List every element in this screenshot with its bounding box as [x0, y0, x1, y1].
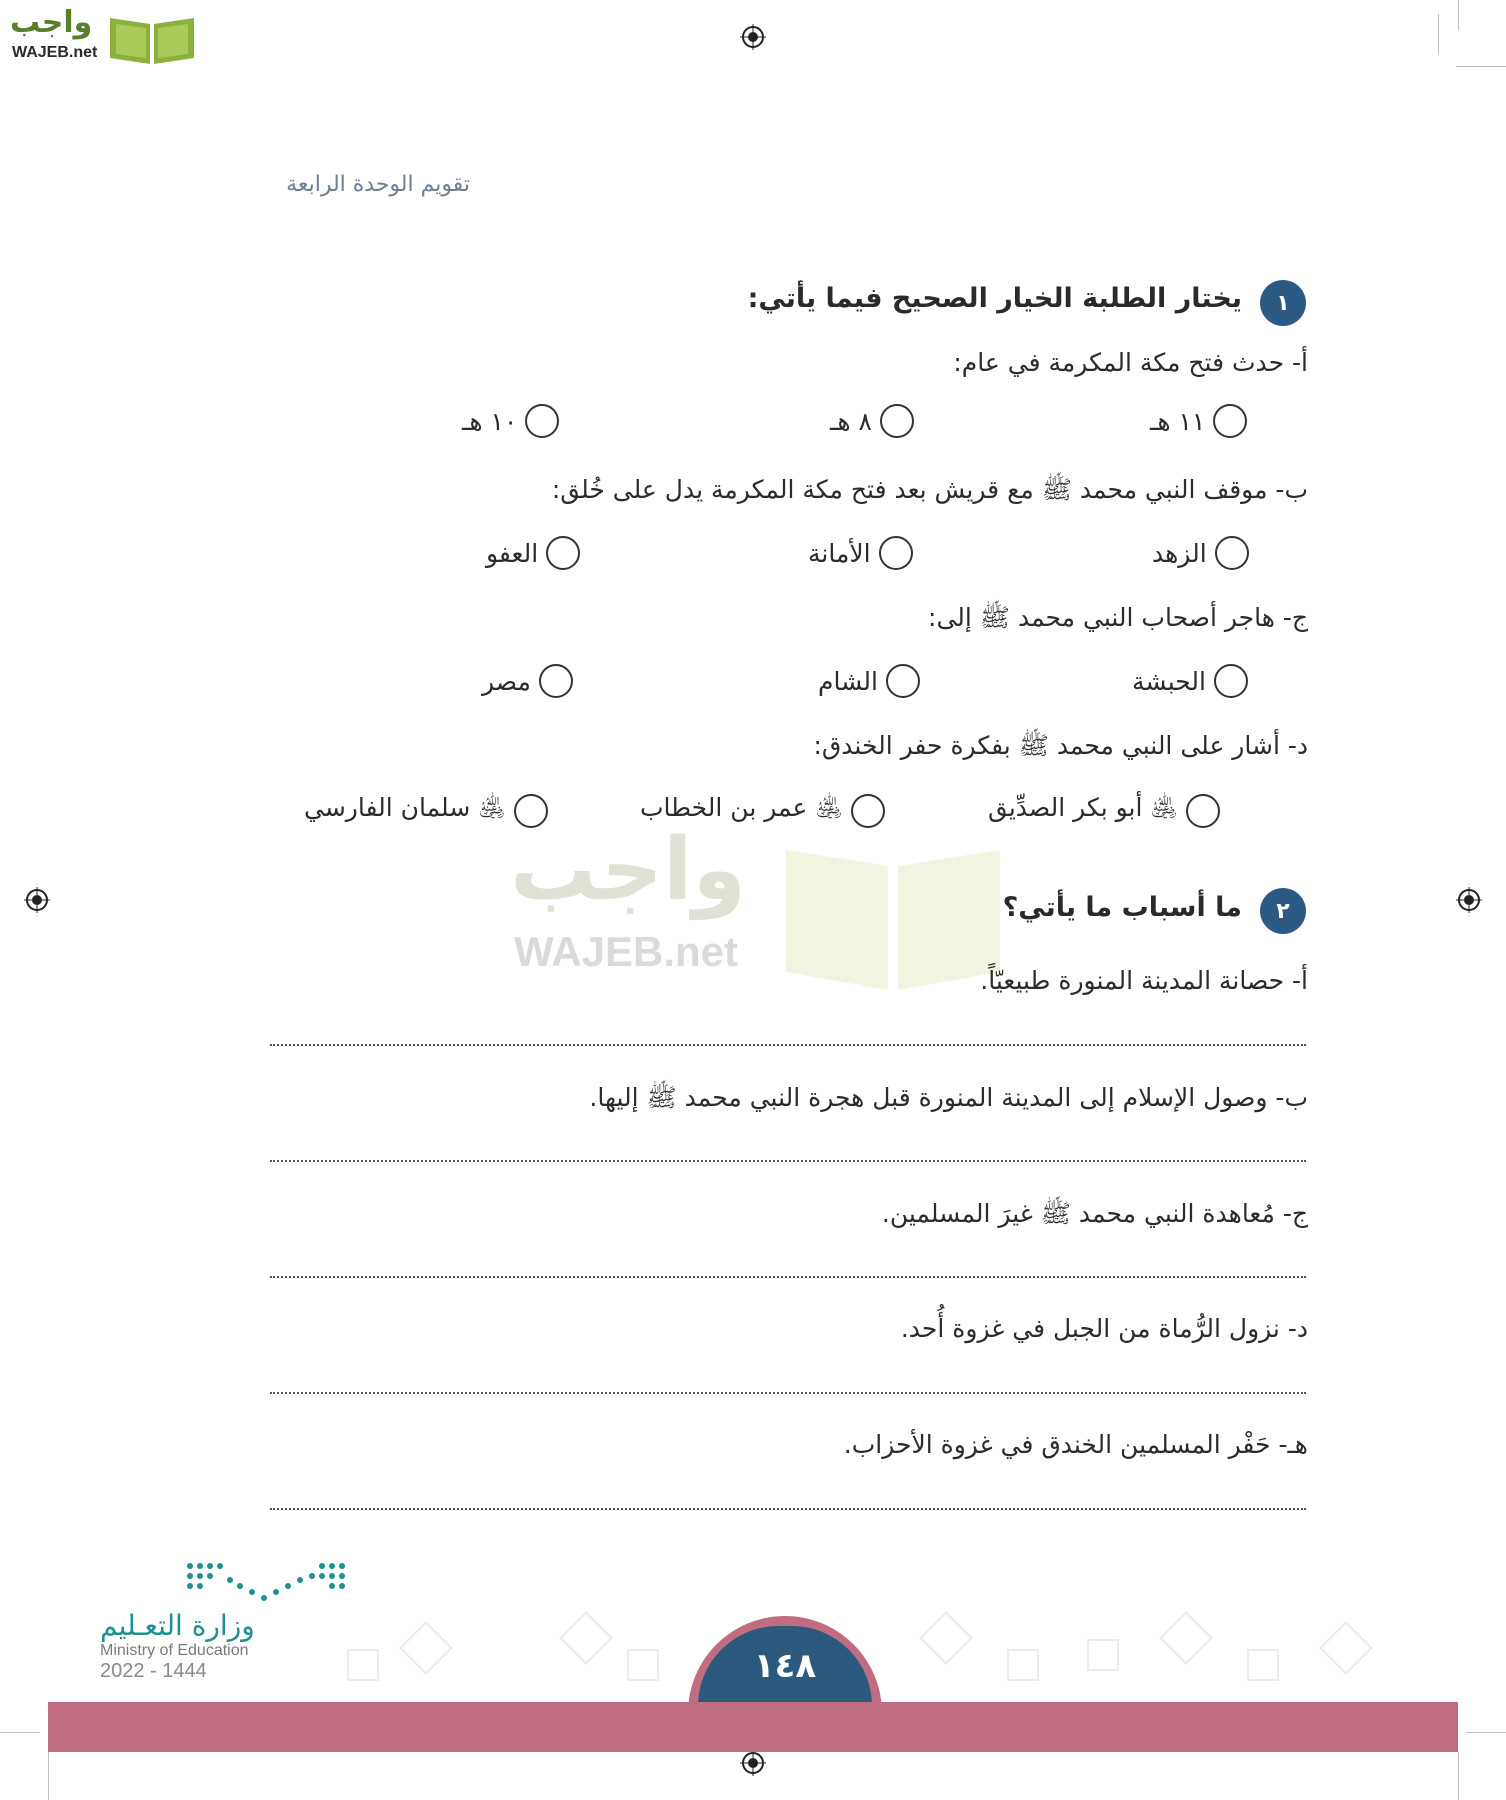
radio-button[interactable] — [851, 794, 885, 828]
book-icon — [106, 10, 198, 66]
radio-button[interactable] — [539, 664, 573, 698]
radio-button[interactable] — [880, 404, 914, 438]
crop-mark — [48, 1752, 49, 1800]
q1-c-option-2[interactable]: الشام — [818, 664, 920, 698]
q1-item-b: ب- موقف النبي محمد ﷺ مع قريش بعد فتح مكة المكرمة يدل على خُلق: — [551, 475, 1308, 504]
crop-mark — [1438, 14, 1439, 54]
radio-button[interactable] — [1215, 536, 1249, 570]
crop-mark — [1456, 66, 1506, 67]
q1-a-option-2[interactable]: ٨ هـ — [830, 404, 914, 438]
crop-mark — [0, 1732, 40, 1733]
q1-c-option-1[interactable]: الحبشة — [1132, 664, 1248, 698]
q2-item-c: ج- مُعاهدة النبي محمد ﷺ غيرَ المسلمين. — [881, 1199, 1308, 1228]
answer-line[interactable] — [270, 1276, 1306, 1278]
q2-item-b: ب- وصول الإسلام إلى المدينة المنورة قبل هجرة النبي محمد ﷺ إليها. — [589, 1083, 1308, 1112]
footer-band — [48, 1702, 1458, 1752]
q1-item-d: د- أشار على النبي محمد ﷺ بفكرة حفر الخندق: — [813, 731, 1308, 760]
radio-button[interactable] — [1213, 404, 1247, 438]
q1-d-option-1[interactable]: أبو بكر الصدِّيق ﵁ — [988, 792, 1220, 829]
wajeb-logo — [10, 6, 190, 66]
q1-a-option-1[interactable]: ١١ هـ — [1150, 404, 1247, 438]
logo-arabic-text: واجب — [10, 5, 93, 40]
crop-mark — [1458, 1752, 1459, 1800]
q1-a-option-3[interactable]: ١٠ هـ — [462, 404, 559, 438]
q1-b-option-2[interactable]: الأمانة — [808, 536, 913, 570]
logo-latin-text: WAJEB.net — [12, 44, 98, 61]
radio-button[interactable] — [525, 404, 559, 438]
answer-line[interactable] — [270, 1044, 1306, 1046]
registration-mark-icon — [24, 887, 50, 913]
q1-b-option-3[interactable]: العفو — [486, 536, 580, 570]
question-1-badge: ١ — [1260, 280, 1306, 326]
radio-button[interactable] — [1186, 794, 1220, 828]
answer-line[interactable] — [270, 1392, 1306, 1394]
q1-b-option-1[interactable]: الزهد — [1152, 536, 1249, 570]
registration-mark-icon — [740, 24, 766, 50]
q1-d-option-3[interactable]: سلمان الفارسي ﵁ — [304, 792, 548, 829]
ministry-logo — [100, 1560, 300, 1683]
page-number: ١٤٨ — [698, 1626, 872, 1706]
question-1-title: يختار الطلبة الخيار الصحيح فيما يأتي: — [747, 283, 1242, 314]
question-2-title: ما أسباب ما يأتي؟ — [1002, 892, 1242, 923]
q2-item-e: هـ- حَفْر المسلمين الخندق في غزوة الأحزاب. — [843, 1430, 1308, 1459]
question-2-badge: ٢ — [1260, 888, 1306, 934]
ministry-year: 2022 - 1444 — [100, 1660, 207, 1682]
answer-line[interactable] — [270, 1160, 1306, 1162]
radio-button[interactable] — [886, 664, 920, 698]
radio-button[interactable] — [1214, 664, 1248, 698]
registration-mark-icon — [740, 1750, 766, 1776]
ministry-arabic-name: وزارة التعـليم — [100, 1609, 255, 1642]
q1-item-a: أ- حدث فتح مكة المكرمة في عام: — [953, 348, 1308, 377]
q1-d-option-2[interactable]: عمر بن الخطاب ﵁ — [640, 792, 885, 829]
unit-header: تقويم الوحدة الرابعة — [286, 172, 470, 197]
q2-item-a: أ- حصانة المدينة المنورة طبيعيّاً. — [980, 966, 1308, 995]
q2-item-d: د- نزول الرُّماة من الجبل في غزوة أُحد. — [900, 1314, 1308, 1343]
ministry-english-name: Ministry of Education — [100, 1642, 249, 1659]
radio-button[interactable] — [879, 536, 913, 570]
watermark-arabic: واجب — [510, 820, 746, 920]
watermark-latin: WAJEB.net — [514, 928, 739, 975]
crop-mark — [1466, 1732, 1506, 1733]
radio-button[interactable] — [546, 536, 580, 570]
q1-c-option-3[interactable]: مصر — [482, 664, 573, 698]
radio-button[interactable] — [514, 794, 548, 828]
vision-dots-icon — [184, 1560, 354, 1606]
registration-mark-icon — [1456, 887, 1482, 913]
q1-item-c: ج- هاجر أصحاب النبي محمد ﷺ إلى: — [928, 603, 1308, 632]
answer-line[interactable] — [270, 1508, 1306, 1510]
crop-mark — [1458, 0, 1459, 30]
